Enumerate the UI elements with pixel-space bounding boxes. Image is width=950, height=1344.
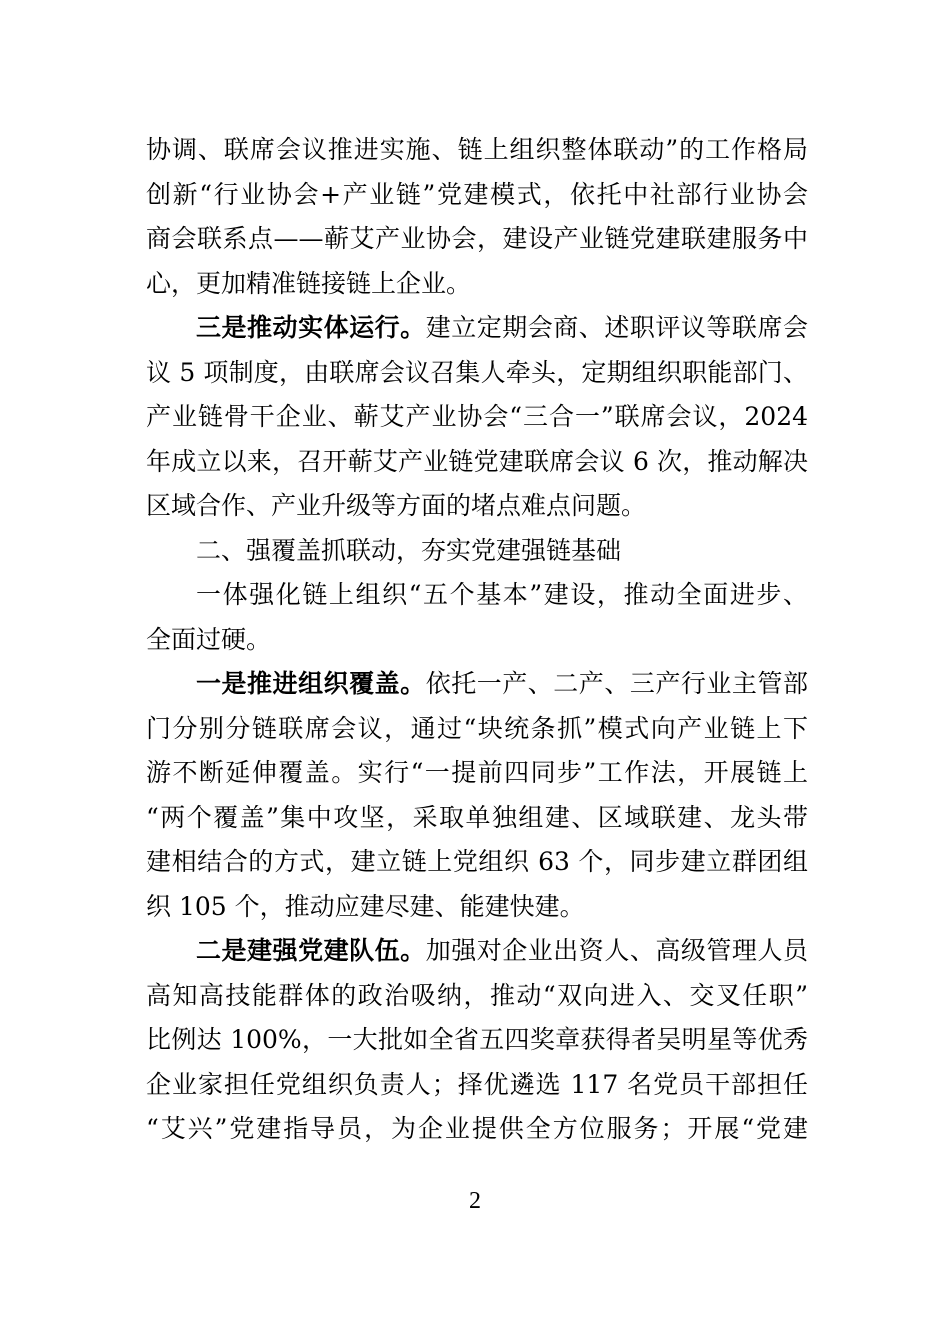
paragraph-line-text: 加强对企业出资人、高级管理人员: [425, 936, 808, 965]
section-heading-block: [146, 529, 808, 574]
paragraph-line: 商会联系点——蕲艾产业协会，建设产业链党建联建服务中: [146, 224, 808, 253]
paragraph-line: 织 105 个，推动应建尽建、能建快建。: [146, 891, 585, 921]
paragraph-lead: 三是推动实体运行。: [196, 313, 426, 342]
document-body: [146, 128, 808, 1152]
paragraph-line: “艾兴”党建指导员，为企业提供全方位服务；开展“党建: [146, 1114, 808, 1143]
paragraph-line: 门分别分链联席会议，通过“块统条抓”模式向产业链上下: [146, 713, 808, 743]
paragraph-line: 一体强化链上组织“五个基本”建设，推动全面进步、: [196, 580, 808, 609]
paragraph-line: 产业链骨干企业、蕲艾产业协会“三合一”联席会议，2024: [146, 402, 808, 431]
paragraph-3: [146, 573, 808, 662]
paragraph-1: [146, 128, 808, 306]
paragraph-line: “两个覆盖”集中攻坚，采取单独组建、区域联建、龙头带: [146, 802, 808, 832]
paragraph-5: [146, 929, 808, 1152]
paragraph-first-line: [146, 306, 808, 351]
paragraph-line: 年成立以来，召开蕲艾产业链党建联席会议 6 次，推动解决: [146, 446, 808, 476]
paragraph-line: 区域合作、产业升级等方面的堵点难点问题。: [146, 491, 647, 520]
paragraph-line: 议 5 项制度，由联席会议召集人牵头，定期组织职能部门、: [146, 357, 808, 387]
paragraph-line: 全面过硬。: [146, 624, 272, 654]
paragraph-line: 比例达 100%，一大批如全省五四奖章获得者吴明星等优秀: [146, 1025, 808, 1054]
paragraph-2: [146, 306, 808, 529]
paragraph-lead: 二是建强党建队伍。: [196, 936, 426, 965]
paragraph-line-text: 建立定期会商、述职评议等联席会: [425, 313, 808, 342]
paragraph-first-line: [146, 662, 808, 707]
paragraph-line: 游不断延伸覆盖。实行“一提前四同步”工作法，开展链上: [146, 758, 808, 787]
paragraph-line: 创新“行业协会+产业链”党建模式，依托中社部行业协会: [146, 179, 808, 209]
paragraph-4: [146, 662, 808, 929]
paragraph-line: 建相结合的方式，建立链上党组织 63 个，同步建立群团组: [146, 847, 808, 876]
paragraph-line: 协调、联席会议推进实施、链上组织整体联动”的工作格局: [146, 135, 808, 164]
page-number: 2: [469, 1188, 481, 1214]
section-heading: 二、强覆盖抓联动，夯实党建强链基础: [196, 535, 622, 565]
paragraph-lead: 一是推进组织覆盖。: [196, 669, 426, 698]
paragraph-line-text: 依托一产、二产、三产行业主管部: [425, 669, 808, 698]
paragraph-first-line: [146, 929, 808, 974]
paragraph-line: 心，更加精准链接链上企业。: [146, 268, 472, 298]
paragraph-line: 企业家担任党组织负责人；择优遴选 117 名党员干部担任: [146, 1069, 808, 1099]
paragraph-line: 高知高技能群体的政治吸纳，推动“双向进入、交叉任职”: [146, 980, 808, 1010]
